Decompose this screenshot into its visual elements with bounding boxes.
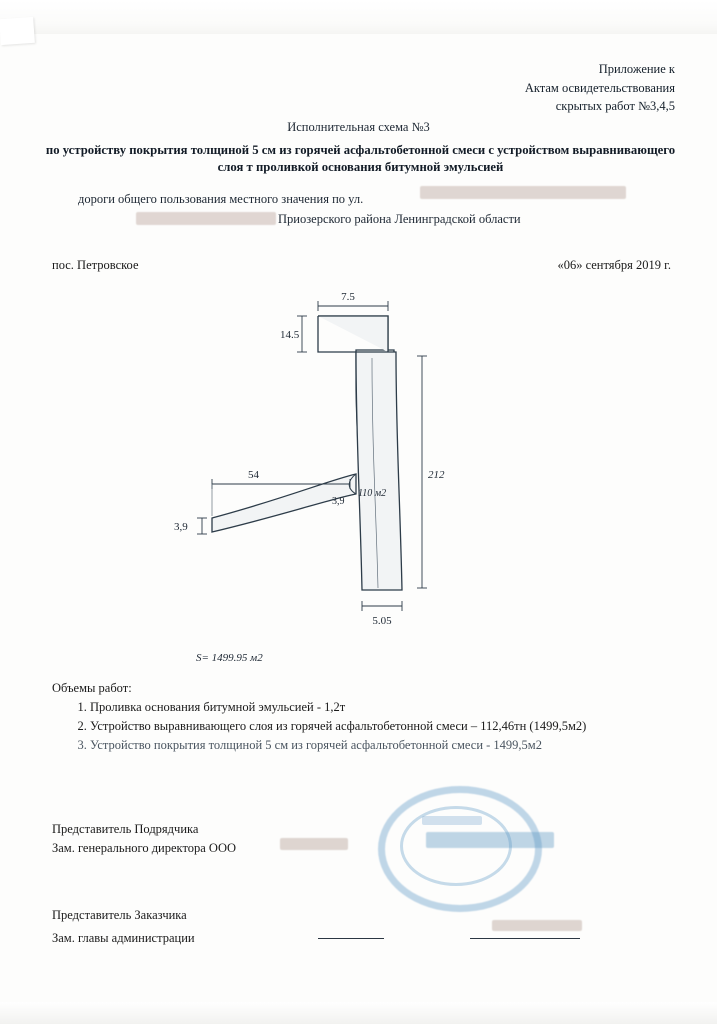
place-label: пос. Петровское xyxy=(52,258,139,272)
dim-branch-length: 54 xyxy=(248,469,259,481)
dim-branch-width-left: 3,9 xyxy=(174,521,188,533)
header-appendix-block xyxy=(525,60,675,116)
stamp-outer-ring xyxy=(378,786,542,912)
dim-bottom-width: 5.05 xyxy=(372,615,392,627)
customer-signature-block xyxy=(52,904,195,949)
works-heading: Объемы работ: xyxy=(52,681,132,695)
stamp-inner-ring xyxy=(400,806,512,886)
redaction-mark-company xyxy=(280,838,348,850)
list-item: 3. Устройство покрытия толщиной 5 см из горячей асфальтобетонной смеси - 1499,5м2 xyxy=(90,736,690,754)
document-subtitle: Исполнительная схема №3 xyxy=(287,120,430,134)
page-title xyxy=(38,142,683,176)
scan-corner-artifact xyxy=(0,17,35,45)
stamp-smudge-top xyxy=(422,816,482,825)
dim-branch-area: 110 м2 xyxy=(358,488,387,499)
title-address-line: дороги общего пользования местного значения по ул. xyxy=(78,192,364,206)
dim-head-height: 14.5 xyxy=(280,329,300,341)
contractor-signature-block xyxy=(52,820,236,859)
list-item: 1. Проливка основания битумной эмульсией - 1,2т xyxy=(90,698,690,716)
date-label: «06» сентября 2019 г. xyxy=(557,258,671,272)
header-line-3: скрытых работ №3,4,5 xyxy=(555,99,675,113)
signature-line-left xyxy=(318,938,384,939)
title-line-1: по устройству покрытия толщиной 5 см из горячей асфальтобетонной смеси с устройством xyxy=(45,143,570,157)
stamp-smudge-main xyxy=(426,832,554,848)
title-line-2: выравнивающего слоя т проливкой основания битумной эмульсией xyxy=(217,143,676,175)
dim-main-length: 212 xyxy=(428,469,445,481)
scan-edge-top xyxy=(0,0,717,34)
dim-branch-width-right: 3,9 xyxy=(332,496,345,507)
redaction-mark-name xyxy=(492,920,582,931)
customer-role: Зам. главы администрации xyxy=(52,930,195,945)
header-line-2: Актам освидетельствования xyxy=(524,80,675,95)
scan-edge-bottom xyxy=(0,1002,717,1024)
customer-title: Представитель Заказчика xyxy=(52,908,187,922)
header-line-1: Приложение к xyxy=(598,62,675,76)
title-region-line: Приозерского района Ленинградской области xyxy=(278,212,521,226)
redaction-mark-street xyxy=(420,186,626,199)
official-stamp xyxy=(378,786,568,904)
technical-drawing xyxy=(150,288,580,678)
works-list xyxy=(52,698,690,755)
signature-line-right xyxy=(470,938,580,939)
contractor-title: Представитель Подрядчика xyxy=(52,822,199,836)
contractor-role: Зам. генерального директора ООО xyxy=(52,841,237,856)
redaction-mark-settlement xyxy=(136,212,276,225)
total-area-label: S= 1499.95 м2 xyxy=(196,652,263,664)
dim-top-width: 7.5 xyxy=(341,291,355,303)
list-item: 2. Устройство выравнивающего слоя из горячей асфальтобетонной смеси – 112,46тн (1499,5м2) xyxy=(90,717,690,735)
